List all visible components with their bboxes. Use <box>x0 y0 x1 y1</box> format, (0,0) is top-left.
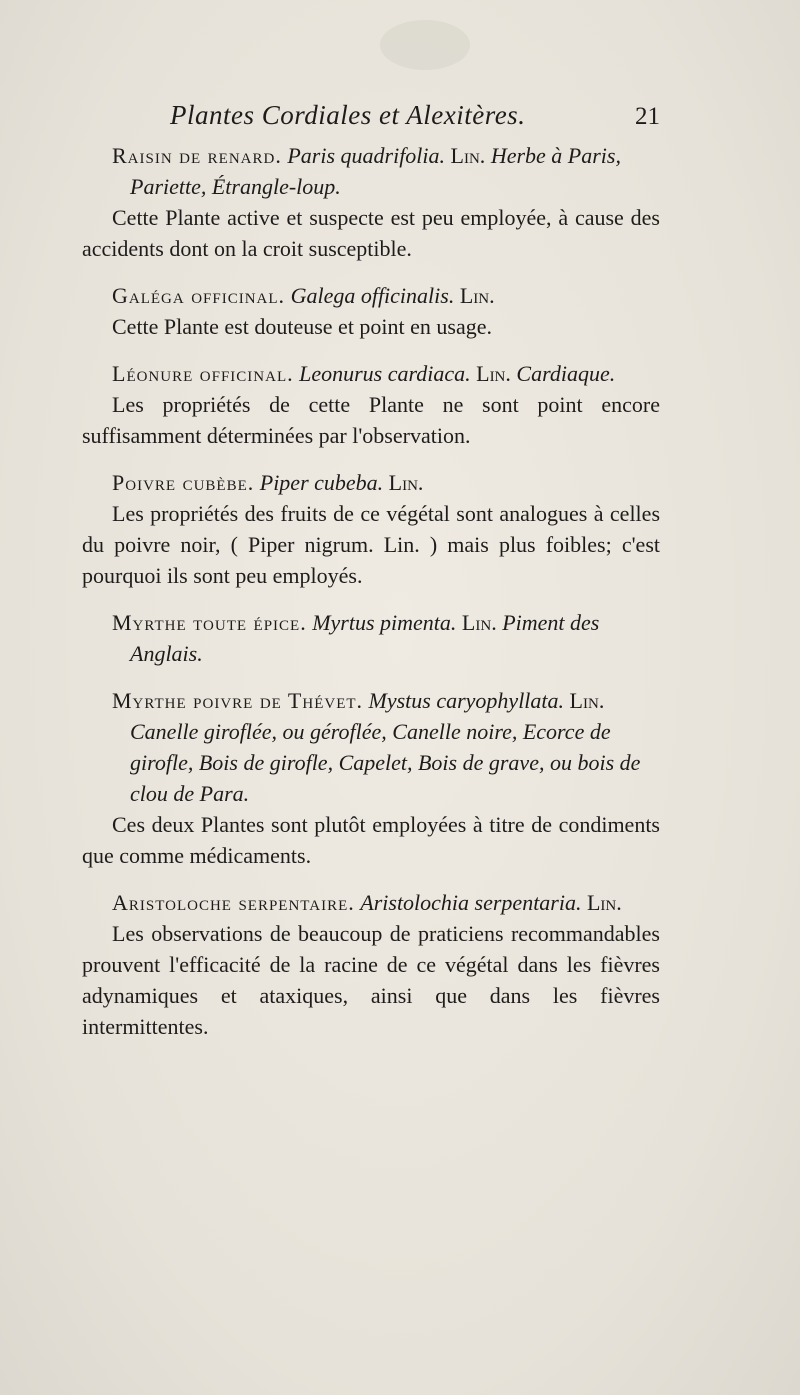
entry-description: Les propriétés des fruits de ce végétal sont analogues à celles du poivre noir, ( Piper nigrum. Lin. ) mais plus foibles; c'est pourquoi ils sont peu employés. <box>82 501 660 588</box>
linnaeus-abbrev: Lin. <box>459 283 495 308</box>
common-name: Aristoloche serpentaire. <box>112 890 355 915</box>
running-title: Plantes Cordiales et Alexitères. <box>170 100 526 130</box>
common-name: Raisin de renard. <box>112 143 282 168</box>
latin-name: Leonurus cardiaca. <box>299 361 471 386</box>
latin-name: Aristolochia serpentaria. <box>360 890 582 915</box>
entry-description: Cette Plante active et suspecte est peu employée, à cause des accidents dont on la croit susceptible. <box>82 205 660 261</box>
common-name: Galéga officinal. <box>112 283 286 308</box>
entry-description: Les propriétés de cette Plante ne sont point encore suffisamment déterminées par l'observation. <box>82 392 660 448</box>
synonyms: Herbe à Paris, Pariette, Étrangle-loup. <box>130 143 621 199</box>
common-name: Poivre cubèbe. <box>112 470 255 495</box>
latin-name: Myrtus pimenta. <box>312 610 457 635</box>
entry-heading <box>82 280 660 311</box>
common-name: Myrthe toute épice. <box>112 610 307 635</box>
synonyms: Canelle giroflée, ou géroflée, Canelle noire, Ecorce de girofle, Bois de girofle, Capelet, Bois de grave, ou bois de clou de Para. <box>130 719 641 806</box>
linnaeus-abbrev: Lin. <box>461 610 497 635</box>
entry-description: Les observations de beaucoup de praticiens recommandables prouvent l'efficacité de la racine de ce végétal dans les fièvres adynamiques et ataxiques, ainsi que dans les fièvres intermittentes. <box>82 921 660 1039</box>
page-header <box>170 100 660 131</box>
linnaeus-abbrev: Lin. <box>476 361 511 386</box>
entry-heading <box>82 685 660 809</box>
text-block <box>82 140 660 1058</box>
common-name: Myrthe poivre de Thévet. <box>112 688 364 713</box>
entry <box>82 685 660 871</box>
latin-name: Mystus caryophyllata. <box>368 688 565 713</box>
latin-name: Paris quadrifolia. <box>287 143 446 168</box>
linnaeus-abbrev: Lin. <box>586 890 622 915</box>
entry-heading <box>82 358 660 389</box>
common-name: Léonure officinal. <box>112 361 294 386</box>
synonyms: Piment des Anglais. <box>130 610 600 666</box>
entry-description: Ces deux Plantes sont plutôt employées à titre de condiments que comme médicaments. <box>82 812 660 868</box>
entry-heading <box>82 887 660 918</box>
paper-stain <box>380 20 470 70</box>
page-number: 21 <box>635 103 660 130</box>
latin-name: Galega officinalis. <box>290 283 455 308</box>
entry <box>82 607 660 669</box>
linnaeus-abbrev: Lin. <box>388 470 424 495</box>
linnaeus-abbrev: Lin. <box>450 143 486 168</box>
entry-description: Cette Plante est douteuse et point en usage. <box>112 314 493 339</box>
latin-name: Piper cubeba. <box>259 470 384 495</box>
entry-heading <box>82 140 660 202</box>
entry <box>82 140 660 264</box>
entry <box>82 280 660 342</box>
linnaeus-abbrev: Lin. <box>569 688 605 713</box>
entry-heading <box>82 607 660 669</box>
entry <box>82 887 660 1042</box>
entry <box>82 358 660 451</box>
entry <box>82 467 660 591</box>
synonyms: Cardiaque. <box>516 361 616 386</box>
entry-heading <box>82 467 660 498</box>
